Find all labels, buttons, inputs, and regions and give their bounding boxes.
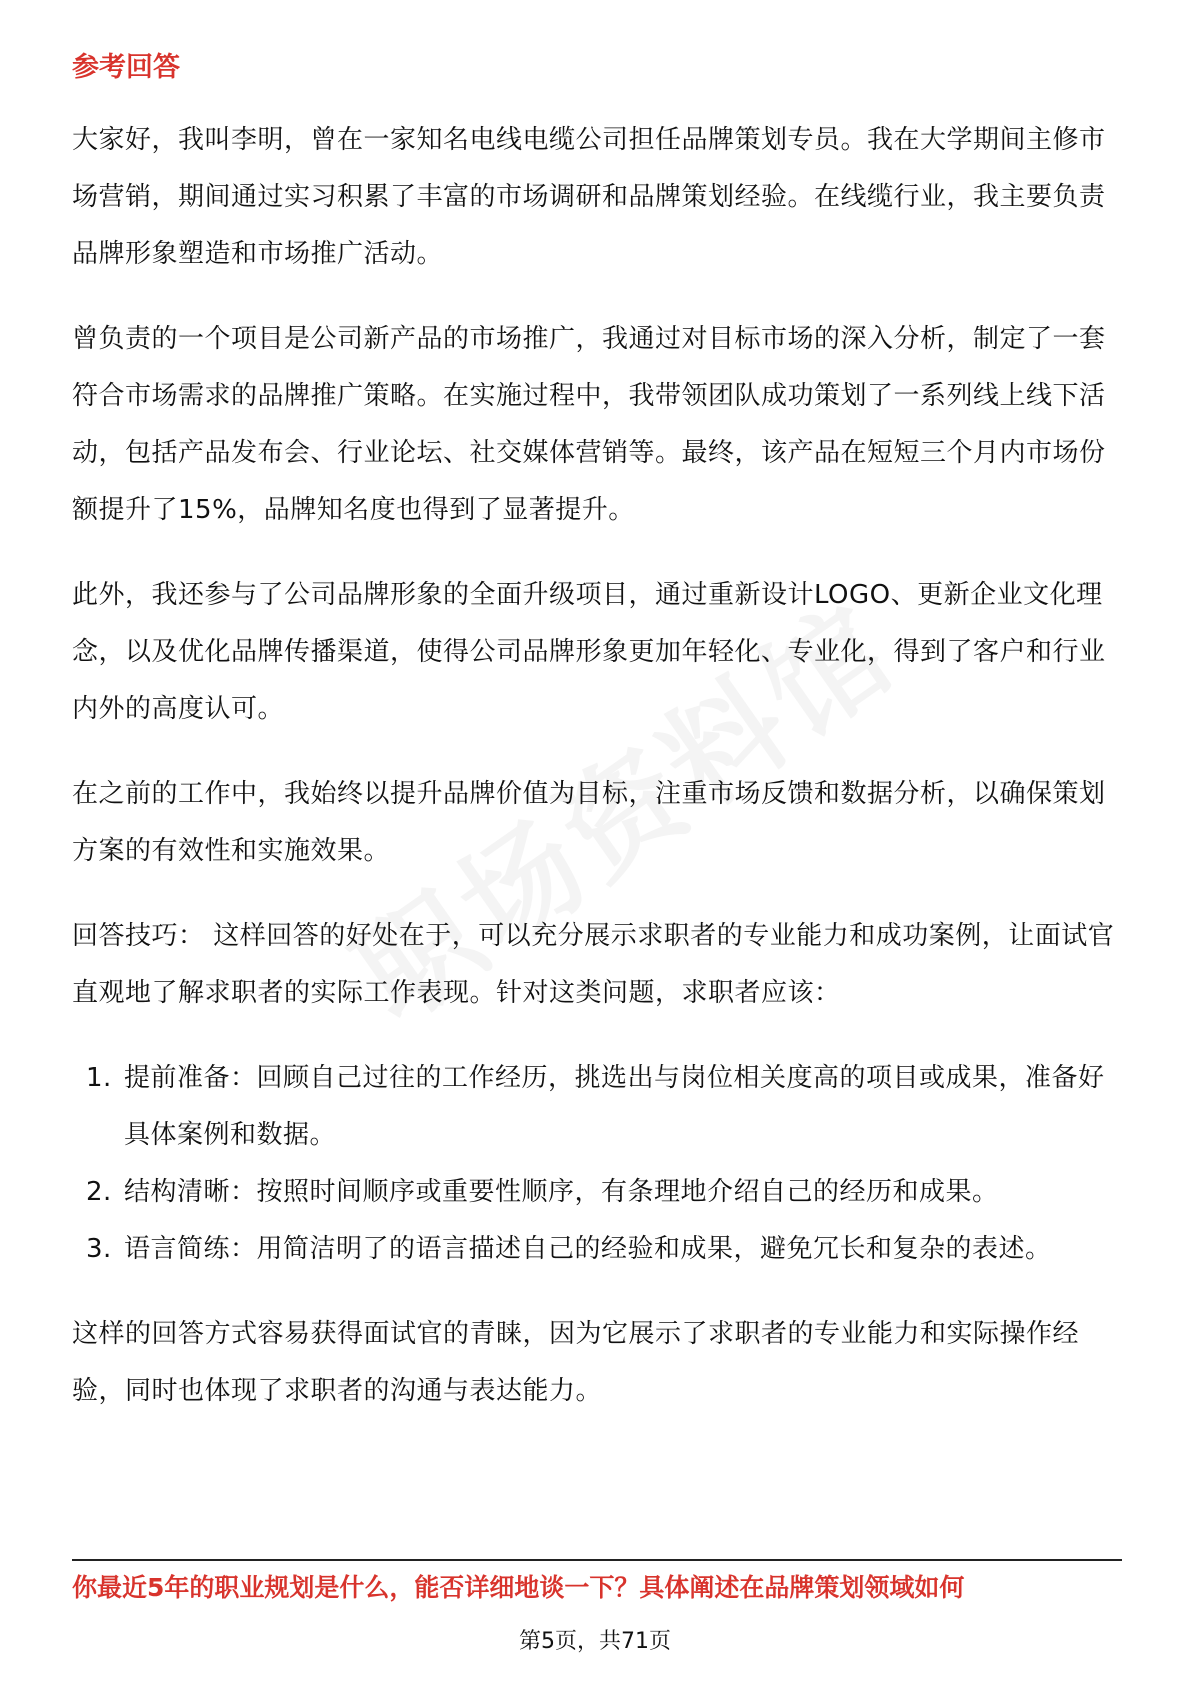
paragraph-project: 曾负责的一个项目是公司新产品的市场推广，我通过对目标市场的深入分析，制定了一套符合市场需求的品牌推广策略。在实施过程中，我带领团队成功策划了一系列线上线下活动，包括产品发布会、行业论坛、社交媒体营销等。最终，该产品在短短三个月内市场份额提升了15%，品牌知名度也得到了显著提升。: [72, 324, 1106, 525]
page-content: [72, 48, 1122, 1448]
list-item-number: 2.: [86, 1177, 112, 1207]
paragraph-work-approach: 在之前的工作中，我始终以提升品牌价值为目标，注重市场反馈和数据分析，以确保策划方案的有效性和实施效果。: [72, 779, 1106, 866]
paragraph-brand-upgrade: 此外，我还参与了公司品牌形象的全面升级项目，通过重新设计LOGO、更新企业文化理念，以及优化品牌传播渠道，使得公司品牌形象更加年轻化、专业化，得到了客户和行业内外的高度认可。: [72, 580, 1106, 724]
list-item-text: 提前准备：回顾自己过往的工作经历，挑选出与岗位相关度高的项目或成果，准备好具体案例和数据。: [124, 1063, 1105, 1150]
list-item: [72, 1221, 1122, 1278]
next-question-heading: 你最近5年的职业规划是什么，能否详细地谈一下？具体阐述在品牌策划领域如何: [72, 1573, 965, 1602]
paragraph-intro: 大家好，我叫李明，曾在一家知名电线电缆公司担任品牌策划专员。我在大学期间主修市场营销，期间通过实习积累了丰富的市场调研和品牌策划经验。在线缆行业，我主要负责品牌形象塑造和市场推广活动。: [72, 125, 1106, 269]
tips-list: [72, 1050, 1122, 1278]
list-item-number: 3.: [86, 1234, 112, 1264]
list-item: [72, 1164, 1122, 1221]
paragraph-closing: 这样的回答方式容易获得面试官的青睐，因为它展示了求职者的专业能力和实际操作经验，同时也体现了求职者的沟通与表达能力。: [72, 1319, 1080, 1406]
list-item-number: 1.: [86, 1063, 112, 1093]
list-item-text: 语言简练：用简洁明了的语言描述自己的经验和成果，避免冗长和复杂的表述。: [124, 1234, 1052, 1264]
paragraph-answer-tips: 回答技巧： 这样回答的好处在于，可以充分展示求职者的专业能力和成功案例，让面试官直观地了解求职者的实际工作表现。针对这类问题，求职者应该：: [72, 921, 1115, 1008]
answer-label: 参考回答: [72, 52, 180, 83]
page-number: 第5页，共71页: [519, 1629, 671, 1654]
list-item: [72, 1050, 1122, 1164]
list-item-text: 结构清晰：按照时间顺序或重要性顺序，有条理地介绍自己的经历和成果。: [124, 1177, 999, 1207]
section-divider: [72, 1559, 1122, 1561]
